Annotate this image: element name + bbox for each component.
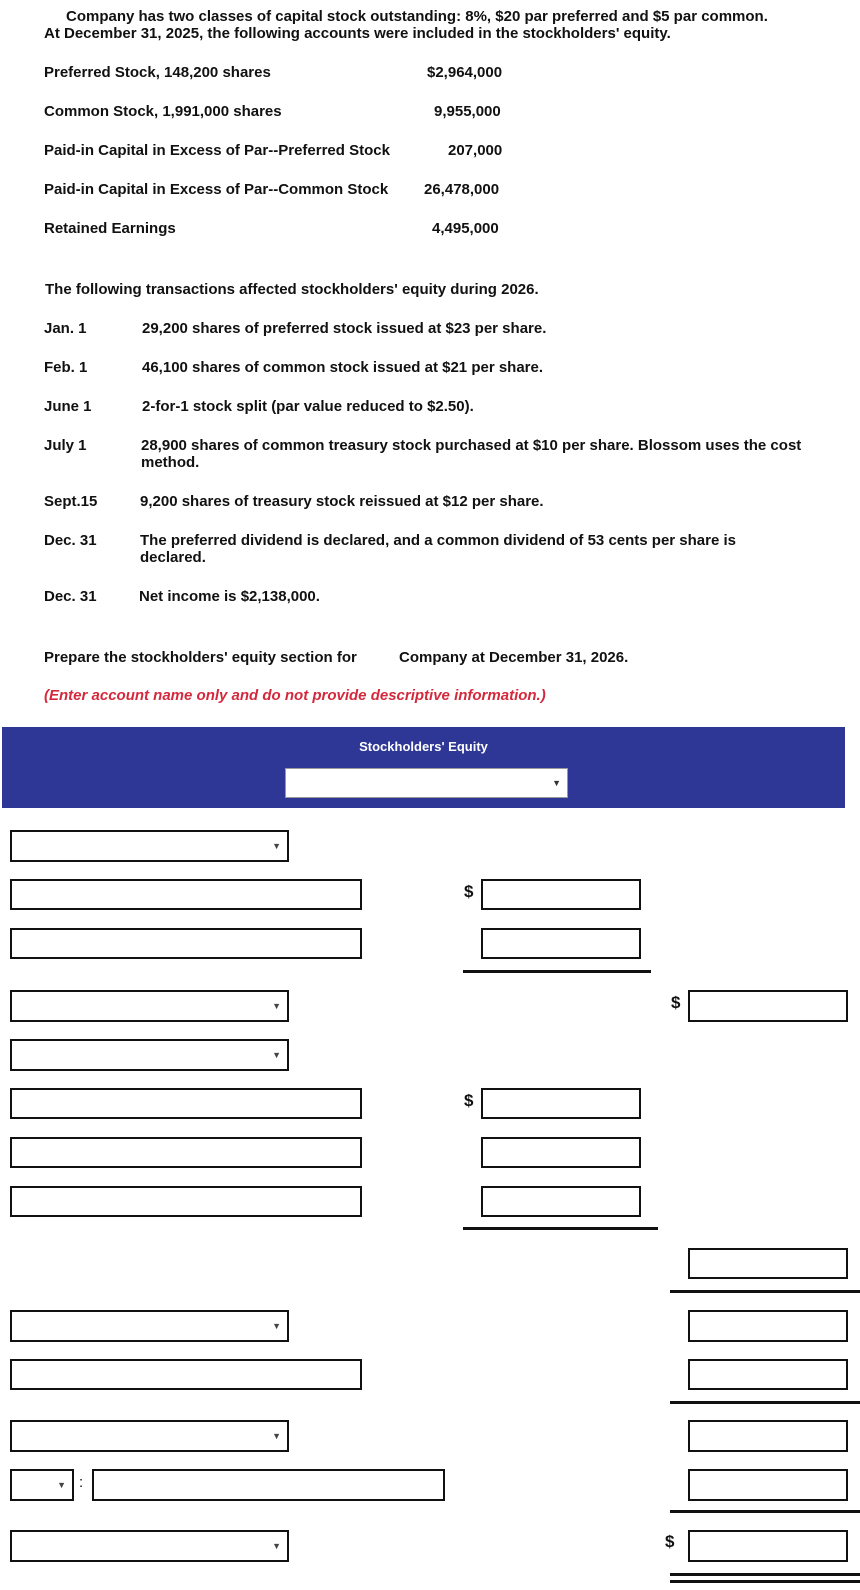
account-label: Preferred Stock, 148,200 shares — [44, 64, 271, 81]
account-label: Retained Earnings — [44, 220, 176, 237]
account-amount: $2,964,000 — [427, 64, 503, 81]
amount-input[interactable] — [688, 990, 848, 1022]
chevron-down-icon: ▼ — [272, 1321, 281, 1331]
subtotal-rule — [670, 1401, 860, 1404]
transaction-date: June 1 — [44, 398, 92, 415]
account-name-input[interactable] — [10, 1186, 362, 1217]
amount-input[interactable] — [688, 1310, 848, 1342]
account-select[interactable] — [10, 830, 289, 862]
dollar-sign: $ — [665, 1532, 675, 1551]
intro-line-1: Company has two classes of capital stock outstanding: 8%, $20 par preferred and $5 par common. — [66, 8, 768, 25]
colon-label: : — [79, 1474, 84, 1491]
transaction-date: Feb. 1 — [44, 359, 88, 376]
account-name-input[interactable] — [10, 879, 362, 910]
account-select[interactable] — [10, 990, 289, 1022]
amount-input[interactable] — [688, 1248, 848, 1279]
amount-input[interactable] — [481, 1186, 641, 1217]
transaction-date: Sept.15 — [44, 493, 98, 510]
account-amount: 4,495,000 — [432, 220, 499, 237]
chevron-down-icon: ▼ — [272, 1050, 281, 1060]
transaction-text: The preferred dividend is declared, and a common dividend of 53 cents per share is declared. — [140, 532, 737, 566]
total-select[interactable] — [10, 1530, 289, 1562]
account-name-input[interactable] — [10, 1137, 362, 1168]
amount-input[interactable] — [481, 879, 641, 910]
company-name-select[interactable] — [285, 768, 568, 798]
account-amount: 207,000 — [448, 142, 503, 159]
transaction-text: Net income is $2,138,000. — [139, 588, 320, 605]
transaction-text: 46,100 shares of common stock issued at $21 per share. — [142, 359, 544, 376]
intro-line-2: At December 31, 2025, the following accounts were included in the stockholders' equity. — [44, 25, 671, 42]
account-select[interactable] — [10, 1039, 289, 1071]
double-rule-top — [670, 1573, 860, 1576]
transaction-text: 2-for-1 stock split (par value reduced to $2.50). — [142, 398, 474, 415]
total-amount-input[interactable] — [688, 1530, 848, 1562]
chevron-down-icon: ▼ — [57, 1480, 66, 1490]
chevron-down-icon: ▼ — [272, 1001, 281, 1011]
account-amount: 9,955,000 — [434, 103, 501, 120]
dollar-sign: $ — [464, 1091, 474, 1110]
amount-input[interactable] — [481, 1137, 641, 1168]
account-name-input[interactable] — [10, 1359, 362, 1390]
transaction-date: Dec. 31 — [44, 588, 97, 605]
instruction-text: (Enter account name only and do not provide descriptive information.) — [44, 687, 546, 704]
subtotal-rule — [463, 970, 651, 973]
subtotal-rule — [670, 1290, 860, 1293]
prepare-prefix: Prepare the stockholders' equity section for — [44, 649, 357, 666]
account-label: Paid-in Capital in Excess of Par--Preferred Stock — [44, 142, 390, 159]
transaction-text: 29,200 shares of preferred stock issued at $23 per share. — [142, 320, 547, 337]
account-select[interactable] — [10, 1420, 289, 1452]
chevron-down-icon: ▼ — [552, 778, 561, 788]
subtotal-rule — [463, 1227, 658, 1230]
double-rule-bottom — [670, 1580, 860, 1583]
amount-input[interactable] — [688, 1420, 848, 1452]
chevron-down-icon: ▼ — [272, 1541, 281, 1551]
dollar-sign: $ — [671, 993, 681, 1012]
amount-input[interactable] — [688, 1359, 848, 1390]
account-label: Paid-in Capital in Excess of Par--Common Stock — [44, 181, 389, 198]
account-select[interactable] — [10, 1310, 289, 1342]
transaction-text: 28,900 shares of common treasury stock purchased at $10 per share. Blossom uses the cost method. — [141, 437, 802, 471]
transaction-date: Jan. 1 — [44, 320, 87, 337]
transaction-text: 9,200 shares of treasury stock reissued at $12 per share. — [140, 493, 544, 510]
subtotal-rule — [670, 1510, 860, 1513]
account-amount: 26,478,000 — [424, 181, 500, 198]
transactions-heading: The following transactions affected stockholders' equity during 2026. — [45, 281, 539, 298]
amount-input[interactable] — [688, 1469, 848, 1501]
chevron-down-icon: ▼ — [272, 1431, 281, 1441]
transaction-date: Dec. 31 — [44, 532, 97, 549]
dollar-sign: $ — [464, 882, 474, 901]
account-name-input[interactable] — [10, 1088, 362, 1119]
amount-input[interactable] — [481, 928, 641, 959]
account-label: Common Stock, 1,991,000 shares — [44, 103, 282, 120]
transaction-date: July 1 — [44, 437, 87, 454]
chevron-down-icon: ▼ — [272, 841, 281, 851]
worksheet-title: Stockholders' Equity — [359, 739, 488, 754]
less-select[interactable] — [10, 1469, 74, 1501]
amount-input[interactable] — [481, 1088, 641, 1119]
prepare-suffix: Company at December 31, 2026. — [399, 649, 629, 666]
deduction-name-input[interactable] — [92, 1469, 445, 1501]
account-name-input[interactable] — [10, 928, 362, 959]
